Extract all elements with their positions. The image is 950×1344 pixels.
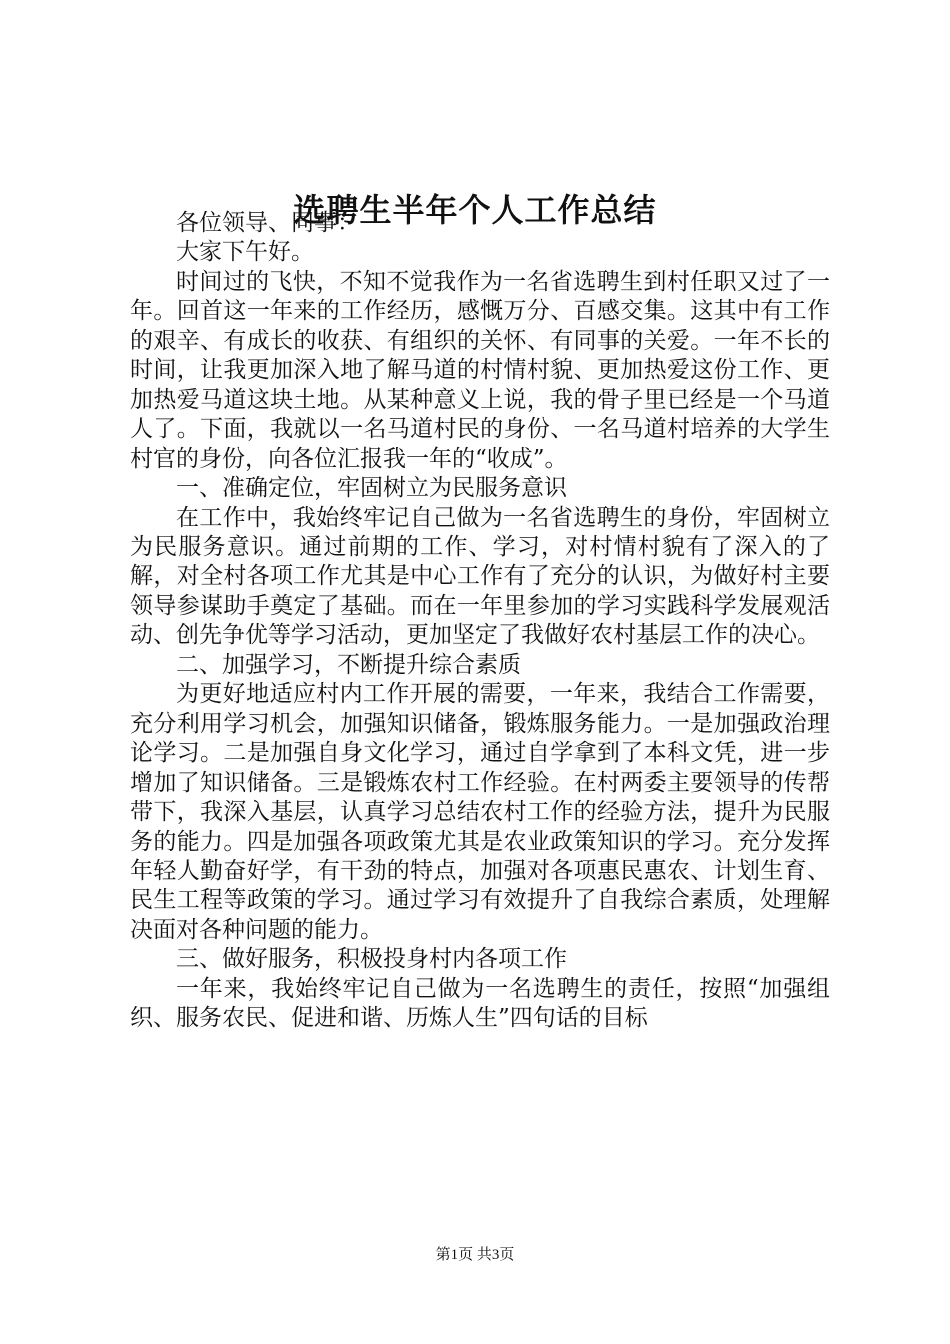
section-heading-2: 二、加强学习，不断提升综合素质: [176, 651, 521, 678]
section-heading-3: 三、做好服务，积极投身村内各项工作: [176, 946, 567, 973]
document-title: 选聘生半年个人工作总结: [293, 191, 657, 229]
greeting-paragraph: 各位领导、同事：: [176, 210, 360, 236]
section-body-3: 一年来，我始终牢记自己做为一名选聘生的责任，按照“加强组织、服务农民、促进和谐、历炼人生”四句话的目标: [130, 975, 830, 1032]
intro-paragraph: 时间过的飞快，不知不觉我作为一名省选聘生到村任职又过了一年。回首这一年来的工作经历，感慨万分、百感交集。这其中有工作的艰辛、有成长的收获、有组织的关怀、有同事的关爱。一年不长的时间，让我更加深入地了解马道的村情村貌、更加热爱这份工作、更加热爱马道这块土地。从某种意义上说，我的骨子里已经是一个马道人了。下面，我就以一名马道村民的身份、一名马道村培养的大学生村官的身份，向各位汇报我一年的“收成”。: [130, 268, 830, 472]
salutation-paragraph: 大家下午好。: [176, 239, 314, 266]
document-body: [130, 209, 830, 1034]
section-body-1: 在工作中，我始终牢记自己做为一名省选聘生的身份，牢固树立为民服务意识。通过前期的工作、学习，对村情村貌有了深入的了解，对全村各项工作尤其是中心工作有了充分的认识，为做好村主要领导参谋助手奠定了基础。而在一年里参加的学习实践科学发展观活动、创先争优等学习活动，更加坚定了我做好农村基层工作的决心。: [130, 504, 830, 649]
page-footer: 第1页 共3页: [435, 1247, 515, 1263]
section-heading-1: 一、准确定位，牢固树立为民服务意识: [176, 475, 567, 502]
section-body-2: 为更好地适应村内工作开展的需要，一年来，我结合工作需要，充分利用学习机会，加强知识储备，锻炼服务能力。一是加强政治理论学习。二是加强自身文化学习，通过自学拿到了本科文凭，进一步增加了知识储备。三是锻炼农村工作经验。在村两委主要领导的传帮带下，我深入基层，认真学习总结农村工作的经验方法，提升为民服务的能力。四是加强各项政策尤其是农业政策知识的学习。充分发挥年轻人勤奋好学，有干劲的特点，加强对各项惠民惠农、计划生育、民生工程等政策的学习。通过学习有效提升了自我综合素质，处理解决面对各种问题的能力。: [130, 681, 830, 943]
